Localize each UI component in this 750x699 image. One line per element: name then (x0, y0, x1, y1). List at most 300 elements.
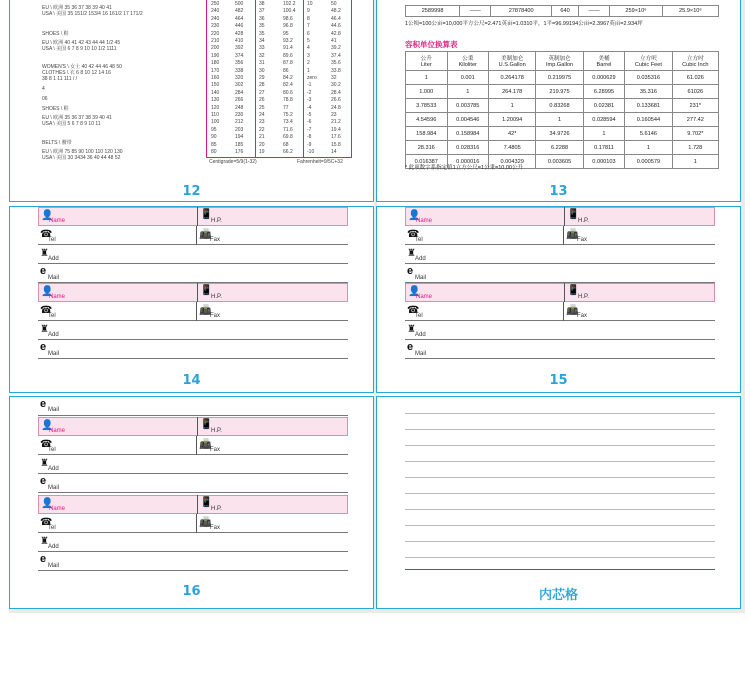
temperature-cell: -1 (307, 82, 312, 89)
volume-cell: 1 (406, 71, 448, 85)
volume-cell: 0.016387 (406, 155, 448, 169)
temperature-cell: 230 (235, 112, 244, 118)
name-label: Name (49, 428, 66, 434)
mail-row (38, 552, 348, 571)
temperature-cell: 35 (259, 23, 265, 30)
mail-label: Mail (48, 563, 60, 569)
temperature-cell: 26 (259, 97, 265, 104)
area-cell: 25.9×10⁶ (662, 6, 718, 17)
area-cell: —— (460, 6, 491, 17)
tel-row (38, 436, 348, 455)
volume-cell: 61026 (672, 85, 718, 99)
temperature-cell: zero (307, 75, 317, 81)
temperature-cell: 240 (211, 15, 220, 22)
volume-cell: 1 (583, 127, 625, 141)
add-label: Add (48, 332, 59, 338)
volume-cell: 1.20094 (489, 113, 536, 127)
volume-cell: 0.028316 (447, 141, 489, 155)
temperature-cell: 150 (211, 82, 220, 89)
temperature-cell: 33.8 (331, 67, 341, 74)
temperature-cell: 50 (331, 1, 337, 7)
volume-cell: 264.178 (489, 85, 536, 99)
temperature-cell: 120 (211, 104, 220, 111)
name-label: Name (416, 294, 433, 300)
volume-header-cell: 美制加仑 U.S.Gallon (489, 52, 536, 71)
temperature-cell: 31 (259, 60, 265, 67)
temperature-cell: 66.2 (283, 149, 293, 155)
mail-label: Mail (48, 485, 60, 491)
temperature-cell: 73.4 (283, 119, 293, 126)
page-lined (376, 396, 741, 609)
name-divider (197, 207, 198, 226)
add-label: Add (415, 332, 426, 338)
volume-header-row (406, 52, 719, 71)
add-label: Add (48, 544, 59, 550)
volume-header-cell: 立方呎 Cubic Feet (625, 52, 672, 71)
volume-cell: 5.6146 (625, 127, 672, 141)
mail-row-top: e Mail (38, 397, 348, 416)
volume-cell: 0.003605 (536, 155, 583, 169)
page-number-12: 12 (182, 184, 201, 199)
person-icon: 👤 (41, 286, 54, 297)
volume-cell: 158.984 (406, 127, 448, 141)
temperature-cell: 100 (211, 119, 220, 126)
temperature-cell: 26.6 (331, 97, 341, 104)
volume-cell: 1 (489, 99, 536, 113)
name-row (405, 283, 715, 302)
temperature-cell: 20 (259, 141, 265, 148)
temperature-cell: 84.2 (283, 75, 293, 81)
temperature-cell: 302 (235, 82, 244, 89)
add-label: Add (48, 466, 59, 472)
mail-icon: e (40, 398, 47, 410)
volume-row (406, 99, 719, 113)
volume-cell: 9.702* (672, 127, 718, 141)
volume-cell: 6.28995 (583, 85, 625, 99)
fax-icon: 📠 (199, 517, 212, 528)
temperature-cell: 19 (259, 149, 265, 155)
volume-cell: 0.83268 (536, 99, 583, 113)
tel-row (38, 514, 348, 533)
temperature-cell: 130 (211, 97, 220, 104)
temperature-cell: 170 (211, 67, 220, 74)
temperature-cell: 410 (235, 38, 244, 44)
fax-label: Fax (210, 313, 221, 319)
volume-cell: 1 (447, 85, 489, 99)
temperature-cell: 28.4 (331, 89, 341, 96)
volume-header-cell: 立方吋 Cubic Inch (672, 52, 718, 71)
ruled-line (405, 525, 715, 526)
volume-header-cell: 公升 Liter (406, 52, 448, 71)
fax-label: Fax (577, 237, 588, 243)
temperature-cell: 140 (211, 89, 220, 96)
temperature-cell: 78.8 (283, 97, 293, 104)
temperature-cell: 89.6 (283, 52, 293, 59)
temperature-cell: 68 (283, 141, 289, 148)
temperature-cell: 7 (307, 23, 310, 30)
tel-label: Tel (415, 237, 423, 243)
volume-cell: 3.78533 (406, 99, 448, 113)
volume-cell: 219.975 (536, 85, 583, 99)
mobile-phone-icon: 📱 (200, 497, 213, 508)
area-cell: 27878400 (491, 6, 552, 17)
page-14 (9, 206, 374, 393)
telephone-icon: ☎ (40, 517, 53, 528)
temperature-cell: -4 (307, 104, 312, 111)
volume-row (406, 127, 719, 141)
tel-label: Tel (48, 525, 56, 531)
temperature-cell: 95 (283, 30, 289, 37)
area-cell: 640 (552, 6, 579, 17)
address-row (38, 455, 348, 474)
temperature-cell: 80.6 (283, 89, 293, 96)
ruled-line (405, 413, 715, 414)
add-label: Add (48, 256, 59, 262)
temperature-cell: 48.2 (331, 8, 341, 15)
tel-row (405, 302, 715, 321)
ruled-line (405, 429, 715, 430)
volume-cell: 28.316 (406, 141, 448, 155)
volume-cell: 1.000 (406, 85, 448, 99)
fax-label: Fax (577, 313, 588, 319)
page-number-14: 14 (182, 373, 201, 388)
temperature-cell: 33 (259, 45, 265, 52)
volume-cell: 0.133681 (625, 99, 672, 113)
mobile-phone-icon: 📱 (567, 209, 580, 220)
tel-row (405, 226, 715, 245)
volume-cell: 0.000629 (583, 71, 625, 85)
volume-row (406, 113, 719, 127)
name-divider (564, 207, 565, 226)
temperature-cell: 17.6 (331, 134, 341, 141)
temperature-cell: 500 (235, 1, 244, 7)
core-label: 内芯格 (538, 588, 578, 603)
temperature-cell: -2 (307, 89, 312, 96)
temperature-cell: 34 (259, 38, 265, 44)
mail-row (38, 340, 348, 359)
ruled-line (405, 541, 715, 542)
tel-divider (563, 226, 564, 245)
tel-divider (196, 302, 197, 321)
person-icon: 👤 (408, 286, 421, 297)
telephone-icon: ☎ (40, 229, 53, 240)
name-label: Name (49, 218, 66, 224)
volume-cell: 1 (672, 155, 718, 169)
ruled-line (405, 493, 715, 494)
temperature-cell: 203 (235, 126, 244, 133)
name-row (38, 207, 348, 226)
contact-block-2 (405, 283, 715, 359)
page-number-13: 13 (549, 184, 568, 199)
temperature-cell: 10 (307, 1, 313, 7)
temperature-cell: 42.8 (331, 30, 341, 37)
temperature-cell: 90 (211, 134, 217, 141)
volume-row (406, 141, 719, 155)
temperature-cell: 71.6 (283, 126, 293, 133)
volume-cell: 7.4805 (489, 141, 536, 155)
contact-block-1 (38, 417, 348, 493)
fax-icon: 📠 (566, 305, 579, 316)
temperature-cell: -10 (307, 149, 315, 155)
temperature-cell: 30 (259, 67, 265, 74)
temperature-cell: 19.4 (331, 126, 341, 133)
temperature-cell: 102.2 (283, 1, 296, 7)
temperature-cell: 24 (259, 112, 265, 118)
temperature-cell: 374 (235, 52, 244, 59)
mail-label: Mail (48, 351, 60, 357)
volume-cell: 0.003785 (447, 99, 489, 113)
name-label: Name (49, 294, 66, 300)
hp-label: H.P. (211, 428, 222, 434)
telephone-icon: ☎ (407, 305, 420, 316)
temperature-cell: 32 (259, 52, 265, 59)
temperature-cell: -5 (307, 112, 312, 118)
temperature-cell: 356 (235, 60, 244, 67)
mail-icon: e (40, 265, 47, 277)
volume-cell: 0.035316 (625, 71, 672, 85)
address-row (38, 245, 348, 264)
temperature-cell: 37.4 (331, 52, 341, 59)
centigrade-formula: Centigrade=5/9(1-32) (209, 159, 257, 165)
temperature-cell: 2 (307, 60, 310, 67)
tel-row (38, 302, 348, 321)
pink-rule (405, 569, 715, 570)
temperature-cell: 266 (235, 97, 244, 104)
volume-header-cell: 公秉 Kiloliter (447, 52, 489, 71)
temperature-cell: 91.4 (283, 45, 293, 52)
temperature-cell: 75.2 (283, 112, 293, 118)
temperature-cell: 23 (259, 119, 265, 126)
fax-icon: 📠 (199, 439, 212, 450)
temperature-cell: 24.8 (331, 104, 341, 111)
mobile-phone-icon: 📱 (567, 285, 580, 296)
contact-block-2 (38, 495, 348, 571)
temperature-cell: -9 (307, 141, 312, 148)
volume-cell: 0.000103 (583, 155, 625, 169)
temperature-cell: 284 (235, 89, 244, 96)
mail-icon: e (407, 265, 414, 277)
temperature-cell: 46.4 (331, 15, 341, 22)
volume-table-title: 容积单位换算表 (405, 40, 458, 49)
fahrenheit-formula: Fahrenheit=9/5C+32 (297, 159, 343, 165)
temperature-cell: 87.8 (283, 60, 293, 67)
volume-cell: 0.000016 (447, 155, 489, 169)
page-13 (376, 0, 741, 202)
address-row (38, 533, 348, 552)
temperature-cell: 38 (259, 1, 265, 7)
volume-cell: 4.54596 (406, 113, 448, 127)
tel-divider (196, 436, 197, 455)
volume-cell: 6.2288 (536, 141, 583, 155)
temperature-cell: 248 (235, 104, 244, 111)
page-number-16: 16 (182, 584, 201, 599)
mobile-phone-icon: 📱 (200, 285, 213, 296)
temperature-cell: 392 (235, 45, 244, 52)
page-12 (9, 0, 374, 202)
mail-label: Mail (415, 351, 427, 357)
temperature-cell: 85 (211, 141, 217, 148)
fax-label: Fax (210, 447, 221, 453)
person-icon: 👤 (41, 498, 54, 509)
telephone-icon: ☎ (40, 305, 53, 316)
mail-icon: e (40, 341, 47, 353)
ruled-line (405, 477, 715, 478)
hp-label: H.P. (578, 218, 589, 224)
temperature-cell: 220 (211, 30, 220, 37)
person-icon: 👤 (41, 420, 54, 431)
volume-header-cell: 英制加仑 Imp.Gallon (536, 52, 583, 71)
temperature-cell: 230 (211, 23, 220, 30)
area-cell: 2589998 (406, 6, 460, 17)
fax-label: Fax (210, 237, 221, 243)
tel-label: Tel (48, 313, 56, 319)
volume-table (405, 51, 719, 169)
temperature-cell: 200 (211, 45, 220, 52)
fax-icon: 📠 (199, 229, 212, 240)
volume-cell: 0.004546 (447, 113, 489, 127)
ruled-line (405, 509, 715, 510)
temperature-cell: 4 (307, 45, 310, 52)
volume-cell: 0.158984 (447, 127, 489, 141)
page-number-15: 15 (549, 373, 568, 388)
tel-divider (196, 226, 197, 245)
contact-block-1 (405, 207, 715, 283)
page-16 (9, 396, 374, 609)
contact-block-1 (38, 207, 348, 283)
volume-cell: 0.02381 (583, 99, 625, 113)
temperature-cell: 428 (235, 30, 244, 37)
mail-label: Mail (415, 275, 427, 281)
temperature-cell: 15.8 (331, 141, 341, 148)
volume-cell: 1 (536, 113, 583, 127)
address-pin-icon: ♜ (40, 324, 49, 335)
area-cell: —— (579, 6, 610, 17)
volume-cell: 35.316 (625, 85, 672, 99)
temperature-cell: 3 (307, 52, 310, 59)
temperature-cell: 21.2 (331, 119, 341, 126)
temperature-cell: 482 (235, 8, 244, 15)
volume-cell: 42* (489, 127, 536, 141)
area-note: 1公顷=100公亩=10,000平方公尺=2.471英亩=1.0310平，1平=96.99194公亩=2.3967英亩=2.934坪 (405, 21, 643, 27)
tel-label: Tel (48, 237, 56, 243)
hp-label: H.P. (211, 294, 222, 300)
name-divider (197, 495, 198, 514)
mail-icon: e (40, 553, 47, 565)
volume-header-cell: 美桶 Barrel (583, 52, 625, 71)
address-row (38, 321, 348, 340)
volume-cell: 0.001 (447, 71, 489, 85)
volume-cell: 61.026 (672, 71, 718, 85)
temperature-cell: 212 (235, 119, 244, 126)
address-pin-icon: ♜ (40, 248, 49, 259)
temperature-cell: 36 (259, 15, 265, 22)
volume-cell: 0.028594 (583, 113, 625, 127)
temperature-cell: -6 (307, 119, 312, 126)
volume-cell: 0.000579 (625, 155, 672, 169)
temperature-cell: 14 (331, 149, 337, 155)
mail-label: Mail (48, 275, 60, 281)
temperature-cell: 41 (331, 38, 337, 44)
address-pin-icon: ♜ (40, 458, 49, 469)
fax-icon: 📠 (566, 229, 579, 240)
volume-cell: 277.42 (672, 113, 718, 127)
temperature-cell: 23 (331, 112, 337, 118)
temperature-cell: 100.4 (283, 8, 296, 15)
volume-cell: 0.219975 (536, 71, 583, 85)
temperature-cell: 176 (235, 149, 244, 155)
address-row (405, 321, 715, 340)
hp-label: H.P. (211, 218, 222, 224)
temperature-cell: 35.6 (331, 60, 341, 67)
mobile-phone-icon: 📱 (200, 209, 213, 220)
temperature-cell: -3 (307, 97, 312, 104)
address-pin-icon: ♜ (407, 248, 416, 259)
fax-label: Fax (210, 525, 221, 531)
name-label: Name (416, 218, 433, 224)
temperature-cell: 95 (211, 126, 217, 133)
temperature-cell: 29 (259, 75, 265, 81)
temperature-cell: 240 (211, 8, 220, 15)
volume-cell: 0.264178 (489, 71, 536, 85)
temperature-cell: 446 (235, 23, 244, 30)
temperature-cell: 194 (235, 134, 244, 141)
address-pin-icon: ♜ (407, 324, 416, 335)
temperature-cell: -7 (307, 126, 312, 133)
temperature-cell: 180 (211, 60, 220, 67)
volume-cell: 0.160544 (625, 113, 672, 127)
tel-divider (196, 514, 197, 533)
volume-row (406, 85, 719, 99)
address-pin-icon: ♜ (40, 536, 49, 547)
temperature-cell: 32 (331, 75, 337, 81)
temperature-cell: 82.4 (283, 82, 293, 89)
area-table-tail (405, 5, 719, 17)
volume-cell: 0.004329 (489, 155, 536, 169)
temperature-cell: 6 (307, 30, 310, 37)
temperature-cell: 30.2 (331, 82, 341, 89)
volume-cell: 34.9726 (536, 127, 583, 141)
temperature-cell: 27 (259, 89, 265, 96)
telephone-icon: ☎ (407, 229, 420, 240)
mail-icon: e (407, 341, 414, 353)
mail-row (38, 264, 348, 283)
page-15 (376, 206, 741, 393)
temperature-cell: 190 (211, 52, 220, 59)
fax-icon: 📠 (199, 305, 212, 316)
tel-label: Tel (48, 447, 56, 453)
tel-divider (563, 302, 564, 321)
temperature-cell: 338 (235, 67, 244, 74)
name-row (405, 207, 715, 226)
temperature-table (206, 0, 352, 165)
temperature-cell: 98.6 (283, 15, 293, 22)
temperature-cell: 250 (211, 1, 220, 7)
volume-cell: 0.17811 (583, 141, 625, 155)
name-label: Name (49, 506, 66, 512)
volume-cell: 1.728 (672, 141, 718, 155)
temperature-cell: 86 (283, 67, 289, 74)
name-row (38, 417, 348, 436)
temperature-cell: 35 (259, 30, 265, 37)
temperature-cell: 210 (211, 38, 220, 44)
temperature-cell: 25 (259, 104, 265, 111)
name-row (38, 283, 348, 302)
name-row (38, 495, 348, 514)
temperature-cell: 80 (211, 149, 217, 155)
add-label: Add (415, 256, 426, 262)
temperature-cell: 110 (211, 112, 219, 118)
mail-row (38, 474, 348, 493)
